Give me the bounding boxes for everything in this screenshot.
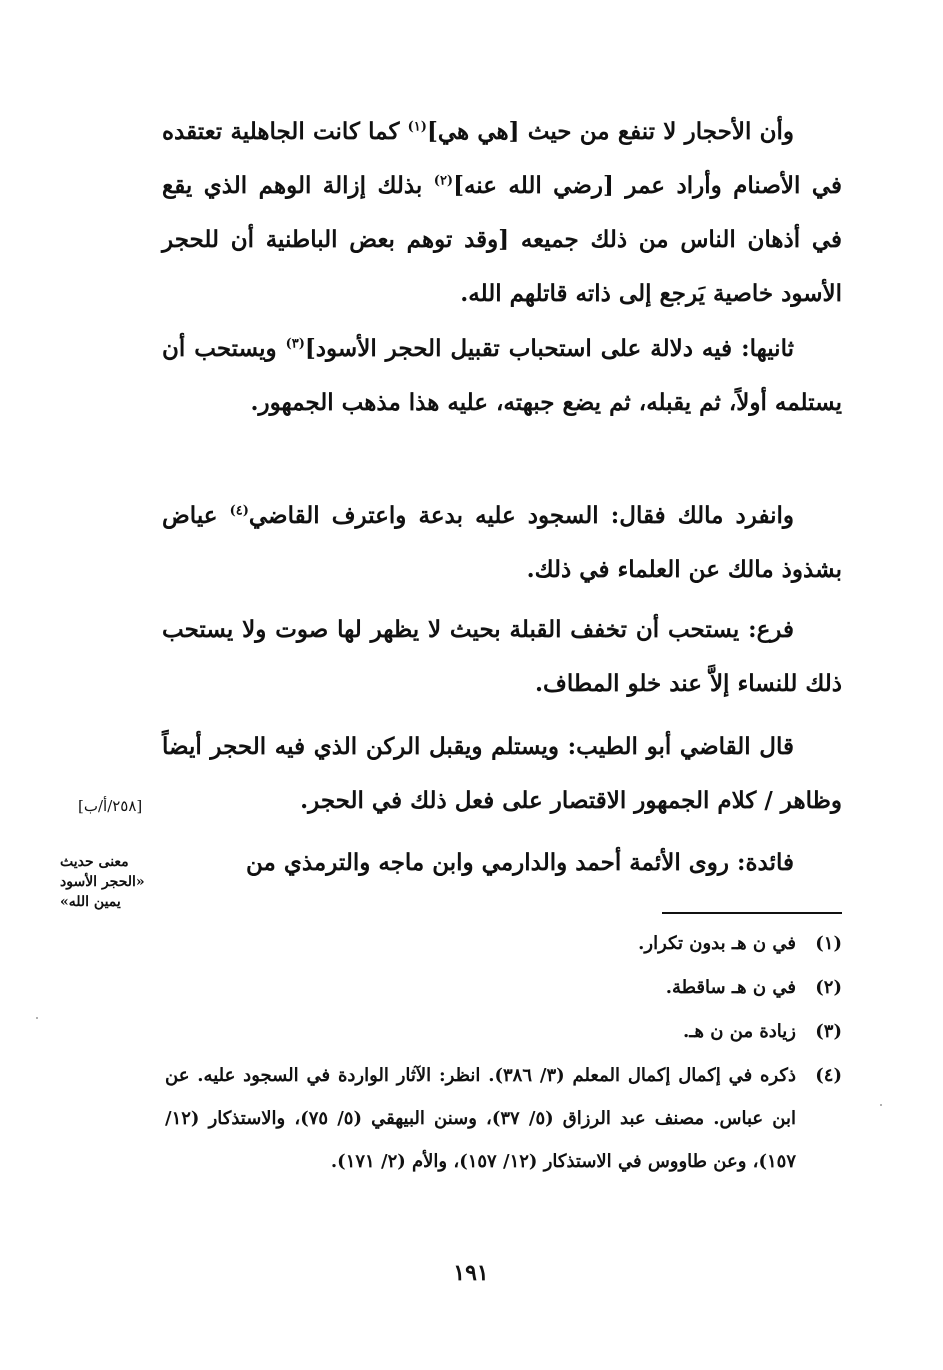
footnote-separator — [662, 912, 842, 914]
footnote-2 — [165, 966, 842, 1010]
paragraph-2-text-b: ويستحب أن يستلمه أولاً، ثم يقبله، ثم يضع جبهته، عليه هذا مذهب الجمهور. — [162, 335, 842, 416]
margin-note — [60, 852, 162, 912]
footnote-1-text: في ن هـ بدون تكرار. — [638, 933, 796, 954]
paragraph-2 — [162, 322, 842, 430]
footnote-1 — [165, 922, 842, 966]
paragraph-1 — [162, 105, 842, 321]
footnote-2-number: (٢) — [815, 977, 842, 998]
paragraph-2-text-a: ثانيها: فيه دلالة على استحباب تقبيل الحجر الأسود] — [304, 335, 794, 362]
footnote-2-text: في ن هـ ساقطة. — [665, 977, 796, 998]
paragraph-3 — [162, 489, 842, 597]
footnote-4-text: ذكره في إكمال إكمال المعلم (٣/ ٣٨٦). انظر: الآثار الواردة في السجود عليه. عن ابن عباس. مصنف عبد الرزاق (٥/ ٣٧)، وسنن البيهقي (٥/ ٧٥)، والاستذكار (١٢/ ١٥٧)، وعن طاووس في الاستذكار (١٢/ ١٥٧)، والأم (٢/ ١٧١). — [165, 1065, 796, 1172]
footnote-ref-4[interactable]: (٤) — [229, 503, 249, 519]
paragraph-6 — [162, 836, 842, 890]
paragraph-6-text: فائدة: روى الأئمة أحمد والدارمي وابن ماجه والترمذي من — [245, 849, 794, 876]
footnote-ref-3[interactable]: (٣) — [285, 336, 305, 352]
paragraph-3-text-a: وانفرد مالك فقال: السجود عليه بدعة واعترف القاضي — [248, 502, 794, 529]
footnote-4 — [165, 1054, 842, 1183]
scan-speck — [36, 1017, 38, 1019]
margin-note-line-2: «الحجر الأسود — [60, 874, 145, 890]
footnote-ref-2[interactable]: (٢) — [433, 173, 454, 189]
paragraph-1-text-b: كما كانت الجاهلية تعتقده في الأصنام وأراد عمر [رضي الله عنه] — [162, 118, 842, 199]
paragraph-5 — [162, 720, 842, 828]
footnote-3 — [165, 1010, 842, 1054]
footnote-ref-1[interactable]: (١) — [407, 119, 427, 135]
footnote-3-text: زيادة من ن هـ. — [682, 1021, 796, 1042]
paragraph-4 — [162, 603, 842, 711]
footnotes — [165, 922, 842, 1183]
footnote-4-number: (٤) — [815, 1065, 842, 1086]
paragraph-1-text-a: وأن الأحجار لا تنفع من حيث [هي هي] — [426, 118, 794, 145]
scan-speck — [880, 1104, 882, 1106]
margin-note-line-1: معنى حديث — [60, 854, 129, 870]
page-number: ١٩١ — [453, 1260, 489, 1286]
footnote-1-number: (١) — [815, 933, 842, 954]
paragraph-5-text: قال القاضي أبو الطيب: ويستلم ويقبل الركن الذي فيه الحجر أيضاً وظاهر / كلام الجمهور الاقتصار على فعل ذلك في الحجر. — [162, 733, 842, 814]
paragraph-4-text: فرع: يستحب أن تخفف القبلة بحيث لا يظهر لها صوت ولا يستحب ذلك للنساء إلاَّ عند خلو المطاف. — [162, 616, 842, 697]
manuscript-folio-ref: [٢٥٨/أ/ب] — [78, 797, 143, 815]
paragraph-1-text-c: بذلك إزالة الوهم الذي يقع في أذهان الناس من ذلك جميعه [وقد توهم بعض الباطنية أن للحجر الأسود خاصية يَرجع إلى ذاته قاتلهم الله. — [162, 172, 842, 307]
margin-note-line-3: يمين الله» — [60, 894, 121, 910]
paragraph-3-text-b: عياض بشذوذ مالك عن العلماء في ذلك. — [162, 502, 842, 583]
footnote-3-number: (٣) — [815, 1021, 842, 1042]
